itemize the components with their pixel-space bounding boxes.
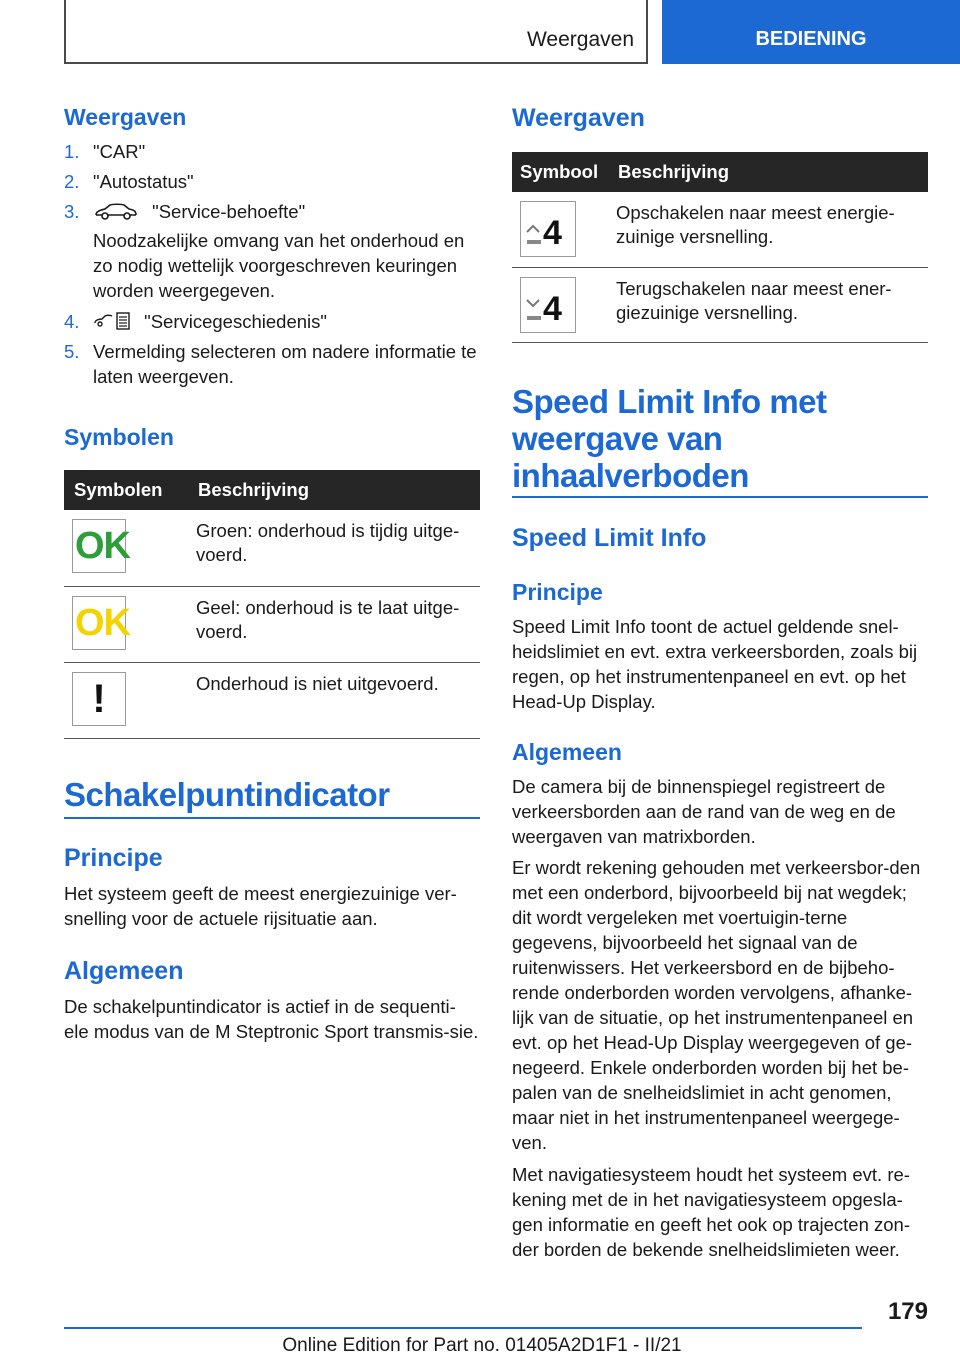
- table-cell-desc: Geel: onderhoud is te laat uitge-voerd.: [188, 586, 480, 662]
- algemeen-para-1: De camera bij de binnenspiegel registreert de verkeersborden aan de rand van de weg en de weergaven van matrixborden.: [512, 776, 896, 847]
- principe-text-right: Speed Limit Info toont de actuel geldende snel-heidslimiet en evt. extra verkeersborden, zoals bij regen, op het instrumentenpaneel en evt. op het Head-Up Display.: [512, 616, 918, 712]
- header-section-box: [64, 0, 648, 64]
- list-text: "CAR": [93, 141, 146, 162]
- gear-number: 4: [543, 214, 562, 252]
- heading-rule: [64, 817, 480, 819]
- principe-heading-right: Principe: [512, 579, 603, 605]
- page-number: 179: [887, 1298, 928, 1325]
- table-cell-desc: Groen: onderhoud is tijdig uitge-voerd.: [188, 510, 480, 586]
- symbolen-heading: Symbolen: [64, 424, 174, 450]
- exclamation-icon: [72, 672, 126, 726]
- table-header-symbool: Symbool: [512, 152, 608, 192]
- list-number: 4.: [64, 311, 80, 332]
- header-chapter-tab[interactable]: BEDIENING: [662, 0, 960, 64]
- algemeen-heading: Algemeen: [64, 957, 184, 985]
- service-history-icon: [93, 311, 133, 331]
- header-section-title: Weergaven: [526, 28, 634, 51]
- list-subtext: Noodzakelijke omvang van het onderhoud en zo nodig wettelijk voorgeschreven keuringen worden weergegeven.: [93, 230, 465, 301]
- principe-heading: Principe: [64, 844, 163, 872]
- list-text: Vermelding selecteren om nadere informatie te laten weergeven.: [93, 341, 477, 387]
- weergaven-heading-right: Weergaven: [512, 104, 645, 132]
- list-number: 5.: [64, 341, 80, 362]
- list-number: 2.: [64, 171, 80, 192]
- table-cell-desc: Opschakelen naar meest energie-zuinige versnelling.: [608, 192, 928, 267]
- symbolen-table: [64, 470, 480, 739]
- weergaven-list: [64, 139, 480, 389]
- table-header-beschrijving: Beschrijving: [188, 470, 480, 510]
- ok-green-icon: [72, 519, 130, 573]
- algemeen-para-2: Er wordt rekening gehouden met verkeersbor-den met een onderbord, bijvoorbeeld bij nat wegdek; dit wordt vergeleken met voertuigin-terne gegevens, bijvoorbeeld het signaal van de ruitenwissers. Het verkeersbord en de bijbeho-rende onderborden worden vervolgens, afhanke-lijk van de situatie, op het instrumentenpaneel en evt. op het Head-Up Display weergegeven of ge-negeerd. Enkele onderborden worden bij het be-palen van de snelheidslimiet in acht genomen, maar niet in het instrumentenpaneel weergege-ven.: [512, 857, 921, 1153]
- list-item: [64, 199, 480, 303]
- list-item: [64, 339, 480, 389]
- list-text: "Servicegeschiedenis": [144, 311, 327, 332]
- list-item: [64, 139, 480, 164]
- table-cell-desc: Onderhoud is niet uitgevoerd.: [188, 662, 480, 738]
- upshift-4-icon: [520, 201, 576, 257]
- principe-text: Het systeem geeft de meest energiezuinige ver-snelling voor de actuele rijsituatie aan.: [64, 883, 457, 929]
- footer-rule: [64, 1327, 862, 1329]
- table-header-beschrijving: Beschrijving: [608, 152, 928, 192]
- list-text: "Autostatus": [93, 171, 194, 192]
- list-item: [64, 309, 480, 334]
- sli-heading: Speed Limit Info: [512, 524, 707, 552]
- list-number: 1.: [64, 141, 80, 162]
- exclamation-text: !: [92, 676, 106, 721]
- table-row: [64, 662, 480, 738]
- car-icon: [93, 201, 139, 219]
- speed-limit-heading: Speed Limit Info met weergave van inhaalverboden: [512, 383, 827, 494]
- table-header-row: [512, 152, 928, 192]
- ok-yellow-icon: [72, 596, 130, 650]
- schakelpuntindicator-heading: Schakelpuntindicator: [64, 776, 390, 813]
- table-header-row: [64, 470, 480, 510]
- heading-rule: [512, 496, 928, 498]
- ok-text: OK: [75, 525, 130, 567]
- algemeen-para-3: Met navigatiesysteem houdt het systeem evt. re-kening met de in het navigatiesysteem opgesla-gen informatie en geeft het ook op trajecten zon-der borden de bekende snelheidslimieten weer.: [512, 1164, 911, 1260]
- downshift-4-icon: [520, 277, 576, 333]
- weergaven-heading: Weergaven: [64, 104, 187, 130]
- table-row: [512, 267, 928, 342]
- list-text: "Service-behoefte": [152, 201, 306, 222]
- algemeen-heading-right: Algemeen: [512, 739, 622, 765]
- table-row: [64, 586, 480, 662]
- footer-edition[interactable]: Online Edition for Part no. 01405A2D1F1 - II/21: [282, 1335, 682, 1356]
- table-cell-desc: Terugschakelen naar meest ener-giezuinige versnelling.: [608, 267, 928, 342]
- table-row: [64, 510, 480, 586]
- list-number: 3.: [64, 201, 80, 222]
- table-row: [512, 192, 928, 267]
- table-header-symbolen: Symbolen: [64, 470, 188, 510]
- algemeen-text: De schakelpuntindicator is actief in de sequenti-ele modus van de M Steptronic Sport transmis-sie.: [64, 996, 479, 1042]
- ok-text: OK: [75, 601, 130, 644]
- gear-number: 4: [543, 289, 562, 328]
- list-item: [64, 169, 480, 194]
- symbool-table: [512, 152, 928, 343]
